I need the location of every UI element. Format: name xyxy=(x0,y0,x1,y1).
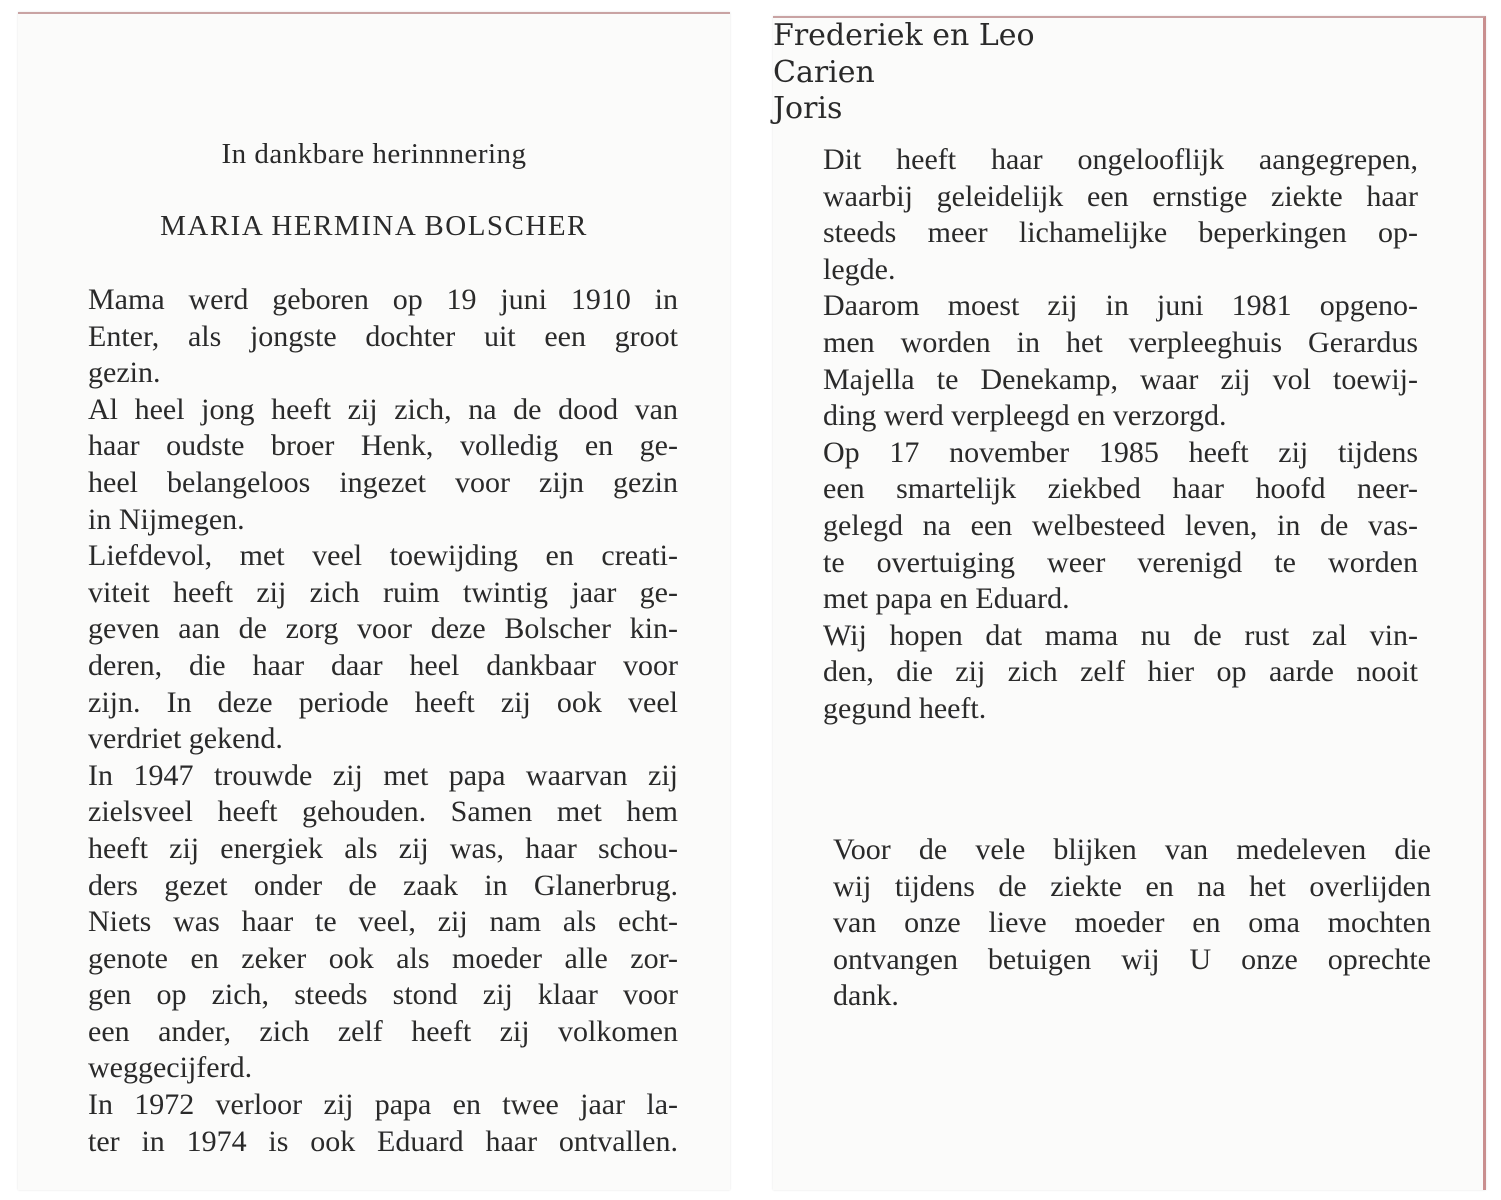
text-line: ding werd verpleegd en verzorgd. xyxy=(823,399,1227,433)
text-line: een ander, zich zelf heeft zij volkomen xyxy=(88,1014,678,1048)
text-line: wij tijdens de ziekte en na het overlijden xyxy=(833,869,1431,903)
text-line: genote en zeker ook als moeder alle zor- xyxy=(88,941,678,975)
text-line: heel belangeloos ingezet voor zijn gezin xyxy=(88,465,678,499)
text-line: dank. xyxy=(833,979,899,1013)
signature-name: Carien xyxy=(773,54,875,90)
signature-name: Joris xyxy=(773,91,843,127)
text-line: met papa en Eduard. xyxy=(823,582,1070,616)
text-line: in Nijmegen. xyxy=(88,502,245,536)
text-line: te overtuiging weer verenigd te worden xyxy=(823,545,1418,579)
text-line: Niets was haar te veel, zij nam als echt- xyxy=(88,905,678,939)
text-line: Liefdevol, met veel toewijding en creati- xyxy=(88,539,678,573)
text-line: men worden in het verpleeghuis Gerardus xyxy=(823,325,1418,359)
text-line: zijn. In deze periode heeft zij ook veel xyxy=(88,685,678,719)
memorial-heading: In dankbare herinnnering xyxy=(221,138,527,170)
text-line: heeft zij energiek als zij was, haar schou- xyxy=(88,831,678,865)
text-line: Al heel jong heeft zij zich, na de dood van xyxy=(88,392,678,426)
text-line: In 1947 trouwde zij met papa waarvan zij xyxy=(88,758,678,792)
text-line: gegund heeft. xyxy=(823,691,987,725)
left-body-text xyxy=(88,282,678,1160)
text-line: verdriet gekend. xyxy=(88,722,283,756)
text-line: haar oudste broer Henk, volledig en ge- xyxy=(88,429,678,463)
text-line: legde. xyxy=(823,252,896,286)
text-line: geven aan de zorg voor deze Bolscher kin- xyxy=(88,612,678,646)
text-line: viteit heeft zij zich ruim twintig jaar ge- xyxy=(88,575,678,609)
text-line: Daarom moest zij in juni 1981 opgeno- xyxy=(823,289,1418,323)
text-line: gen op zich, steeds stond zij klaar voor xyxy=(88,978,678,1012)
text-line: van onze lieve moeder en oma mochten xyxy=(833,906,1431,940)
text-line: Enter, als jongste dochter uit een groot xyxy=(88,319,678,353)
right-body-text xyxy=(823,142,1418,728)
text-line: deren, die haar daar heel dankbaar voor xyxy=(88,648,678,682)
text-line: zielsveel heeft gehouden. Samen met hem xyxy=(88,795,678,829)
text-line: gezin. xyxy=(88,356,161,390)
right-card-page xyxy=(773,16,1486,1190)
text-line: een smartelijk ziekbed haar hoofd neer- xyxy=(823,472,1418,506)
text-line: Majella te Denekamp, waar zij vol toewij- xyxy=(823,362,1418,396)
thanks-paragraph xyxy=(833,832,1431,1015)
text-line: Wij hopen dat mama nu de rust zal vin- xyxy=(823,618,1418,652)
text-line: ders gezet onder de zaak in Glanerbrug. xyxy=(88,868,678,902)
text-line: Mama werd geboren op 19 juni 1910 in xyxy=(88,283,678,316)
text-line: ter in 1974 is ook Eduard haar ontvallen. xyxy=(88,1124,678,1158)
deceased-name: MARIA HERMINA BOLSCHER xyxy=(160,210,588,242)
text-line: ontvangen betuigen wij U onze oprechte xyxy=(833,942,1431,976)
text-line: waarbij geleidelijk een ernstige ziekte haar xyxy=(823,179,1418,213)
text-line: Voor de vele blijken van medeleven die xyxy=(833,833,1431,866)
text-line: den, die zij zich zelf hier op aarde nooit xyxy=(823,655,1418,689)
text-line: In 1972 verloor zij papa en twee jaar la- xyxy=(88,1088,678,1122)
text-line: steeds meer lichamelijke beperkingen op- xyxy=(823,216,1418,250)
left-card-page xyxy=(18,12,730,1190)
text-line: gelegd na een welbesteed leven, in de vas- xyxy=(823,508,1418,542)
text-line: Dit heeft haar ongelooflijk aangegrepen, xyxy=(823,143,1418,176)
signature-name: Frederiek en Leo xyxy=(773,18,1035,53)
signatures xyxy=(773,18,1033,128)
text-line: weggecijferd. xyxy=(88,1051,253,1085)
text-line: Op 17 november 1985 heeft zij tijdens xyxy=(823,435,1418,469)
